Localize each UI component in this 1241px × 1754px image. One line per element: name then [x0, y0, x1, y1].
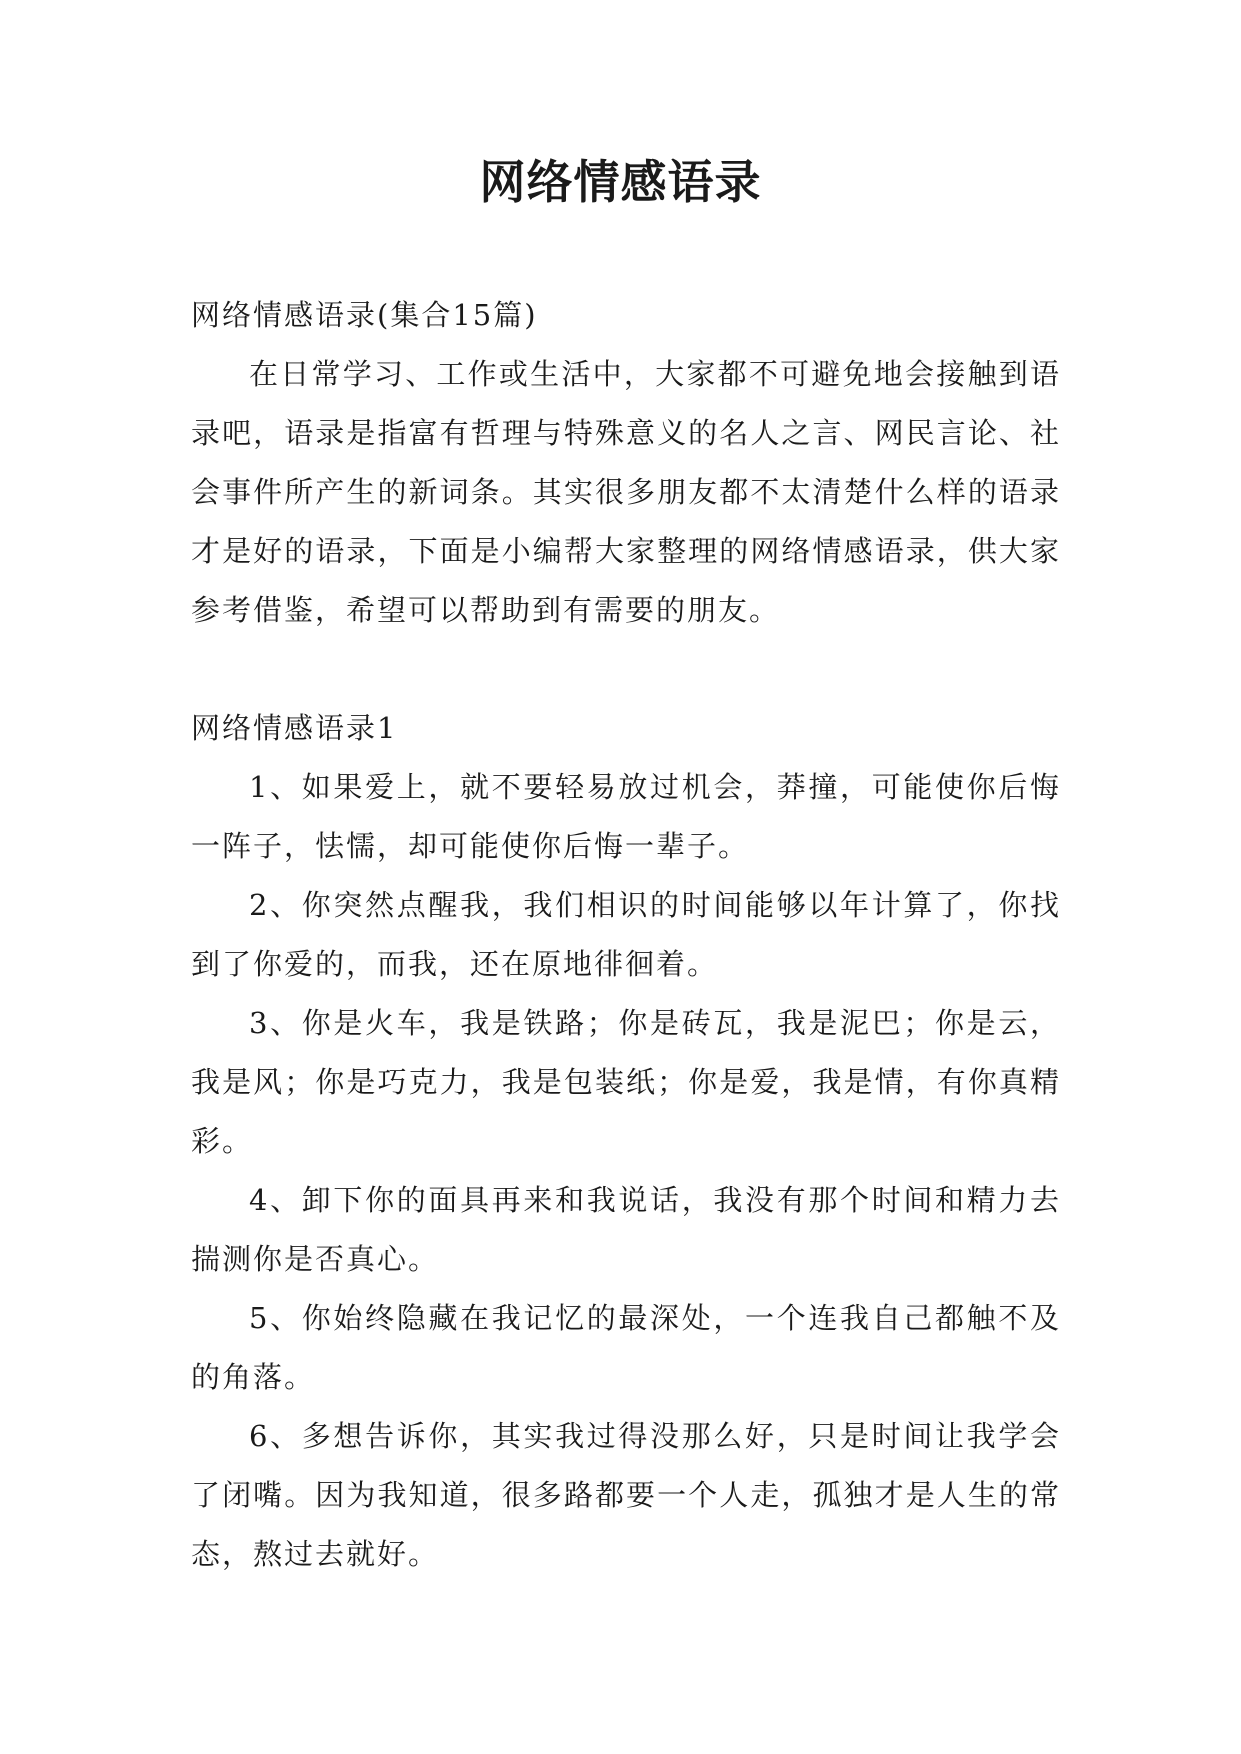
quote-item-6: 6、多想告诉你，其实我过得没那么好，只是时间让我学会了闭嘴。因为我知道，很多路都要一个人走，孤独才是人生的常态，熬过去就好。 — [191, 1419, 1061, 1571]
section-heading: 网络情感语录1 — [191, 711, 398, 745]
quote-item-3: 3、你是火车，我是铁路；你是砖瓦，我是泥巴；你是云，我是风；你是巧克力，我是包装纸；你是爱，我是情，有你真精彩。 — [191, 1006, 1061, 1158]
document-body — [191, 286, 1061, 1584]
document-subtitle: 网络情感语录(集合15篇) — [191, 298, 538, 332]
quote-item-1: 1、如果爱上，就不要轻易放过机会，莽撞，可能使你后悔一阵子，怯懦，却可能使你后悔一辈子。 — [191, 770, 1061, 863]
document-title: 网络情感语录 — [479, 155, 762, 209]
quote-item-2: 2、你突然点醒我，我们相识的时间能够以年计算了，你找到了你爱的，而我，还在原地徘徊着。 — [191, 888, 1061, 981]
intro-paragraph: 在日常学习、工作或生活中，大家都不可避免地会接触到语录吧，语录是指富有哲理与特殊意义的名人之言、网民言论、社会事件所产生的新词条。其实很多朋友都不太清楚什么样的语录才是好的语录，下面是小编帮大家整理的网络情感语录，供大家参考借鉴，希望可以帮助到有需要的朋友。 — [191, 357, 1061, 627]
quote-item-5: 5、你始终隐藏在我记忆的最深处，一个连我自己都触不及的角落。 — [191, 1301, 1061, 1394]
quote-item-4: 4、卸下你的面具再来和我说话，我没有那个时间和精力去揣测你是否真心。 — [191, 1183, 1061, 1276]
